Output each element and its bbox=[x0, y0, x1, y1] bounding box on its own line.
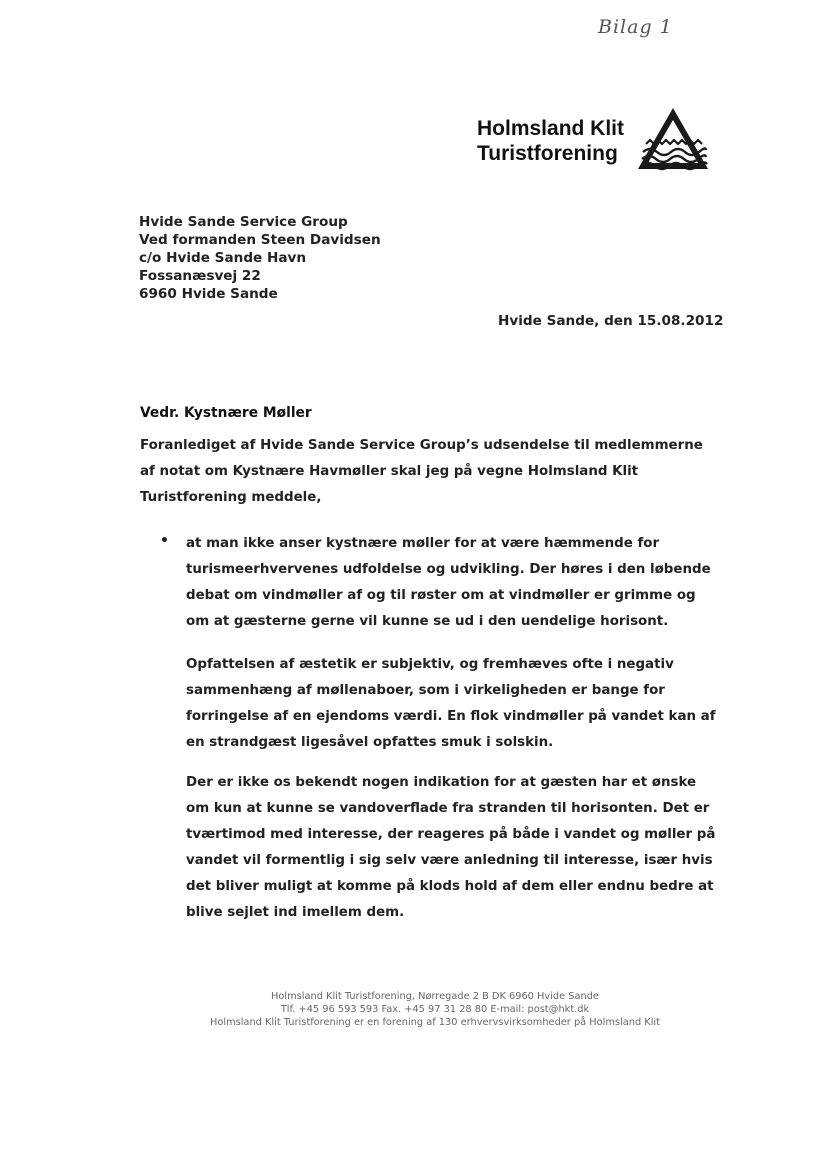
body-paragraph: at man ikke anser kystnære møller for at være hæmmende for turismeerhvervenes udfoldelse og udvikling. Der høres i den løbende debat om vindmøller af og til røster om at vindmøller er grimme og om at gæsterne gerne vil kunne se ud i den uendelige horisont. bbox=[186, 536, 711, 629]
recipient-address bbox=[139, 213, 381, 303]
logo-line-1: Holmsland Klit bbox=[477, 117, 625, 140]
address-line: Ved formanden Steen Davidsen bbox=[139, 232, 381, 248]
address-line: Fossanæsvej 22 bbox=[139, 268, 261, 284]
handwritten-annotation: Bilag 1 bbox=[598, 16, 673, 38]
address-line: 6960 Hvide Sande bbox=[139, 286, 278, 302]
footer-contact: Tlf. +45 96 593 593 Fax. +45 97 31 28 80 E-mail: post@hkt.dk bbox=[280, 1004, 590, 1015]
letter-footer bbox=[150, 990, 720, 1029]
body-paragraph: Opfattelsen af æstetik er subjektiv, og fremhæves ofte i negativ sammenhæng af møllenaboer, som i virkeligheden er bange for forringelse af en ejendoms værdi. En flok vindmøller på vandet kan af en strandgæst ligesåvel opfattes smuk i solskin. bbox=[186, 657, 716, 750]
footer-description: Holmsland Klit Turistforening er en forening af 130 erhvervsvirksomheder på Holmsland Klit bbox=[209, 1017, 660, 1028]
bullet-icon: • bbox=[160, 533, 169, 549]
letter-date: Hvide Sande, den 15.08.2012 bbox=[498, 313, 724, 329]
address-line: c/o Hvide Sande Havn bbox=[139, 250, 307, 266]
address-line: Hvide Sande Service Group bbox=[139, 214, 348, 230]
body-paragraph: Der er ikke os bekendt nogen indikation for at gæsten har et ønske om kun at kunne se vandoverflade fra stranden til horisonten. Det er tværtimod med interesse, der reageres på både i vandet og møller på vandet vil formentlig i sig selv være anledning til interesse, især hvis det bliver muligt at komme på klods hold af dem eller endnu bedre at blive sejlet ind imellem dem. bbox=[186, 775, 716, 920]
letter-subject: Vedr. Kystnære Møller bbox=[140, 405, 312, 421]
footer-address: Holmsland Klit Turistforening, Nørregade 2 B DK 6960 Hvide Sande bbox=[271, 991, 599, 1002]
logo-line-2: Turistforening bbox=[477, 142, 618, 165]
wave-triangle-logo-icon bbox=[636, 106, 710, 172]
organization-logo-text bbox=[477, 116, 624, 166]
intro-paragraph: Foranlediget af Hvide Sande Service Group’s udsendelse til medlemmerne af notat om Kystnære Havmøller skal jeg på vegne Holmsland Klit Turistforening meddele, bbox=[140, 438, 703, 505]
